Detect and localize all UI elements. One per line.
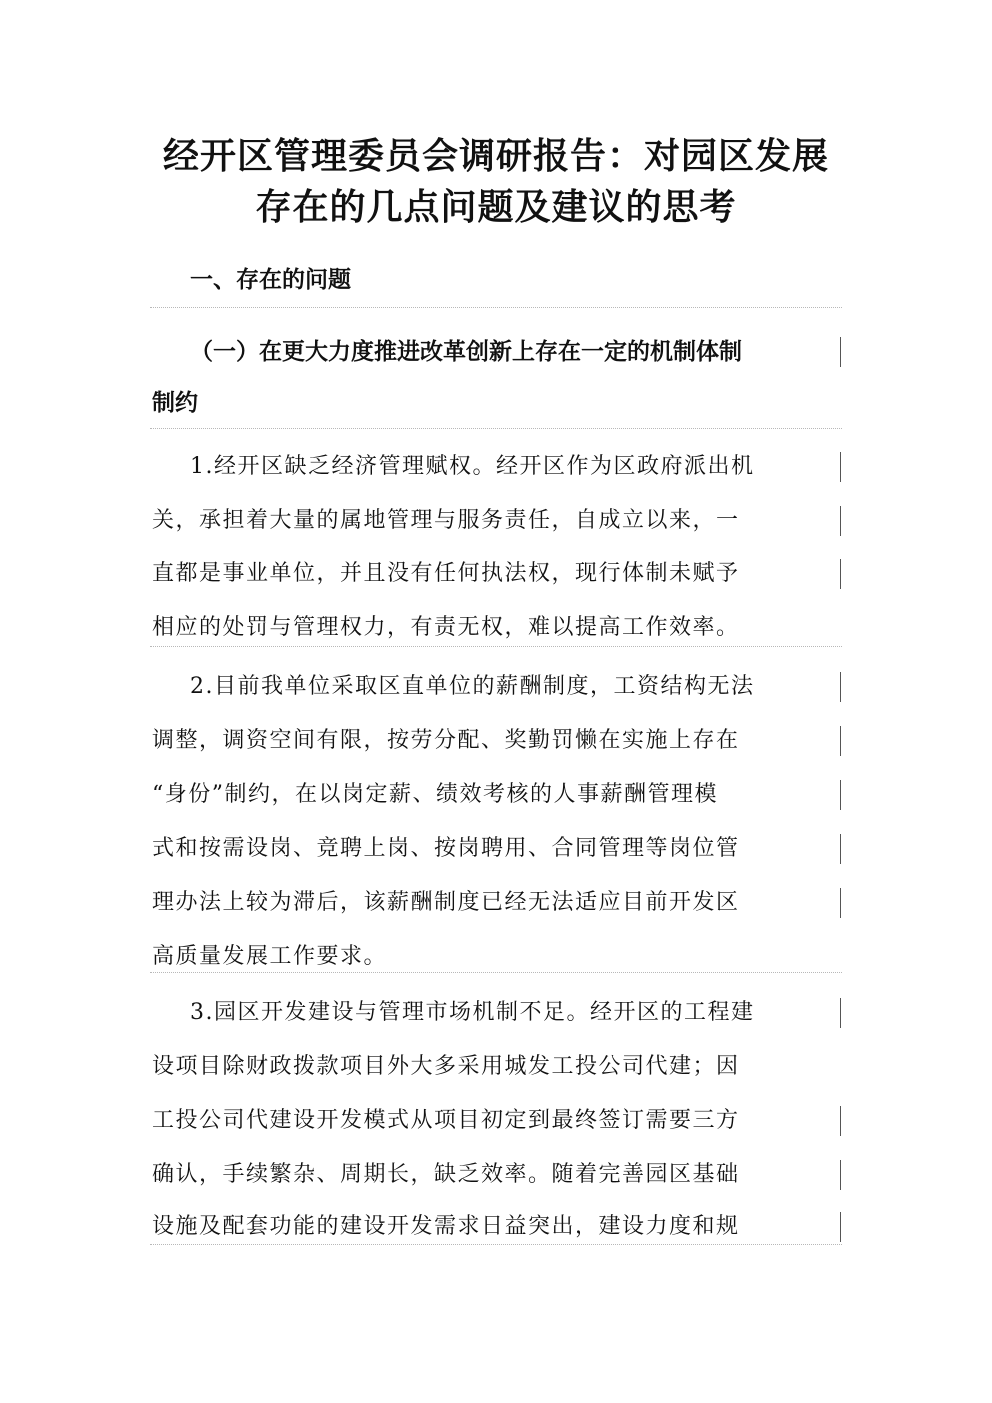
separator <box>150 428 842 429</box>
margin-bar <box>840 1106 841 1136</box>
margin-bar <box>840 559 841 589</box>
paragraph-line: 理办法上较为滞后，该薪酬制度已经无法适应目前开发区 <box>152 890 740 915</box>
paragraph-line: 设施及配套功能的建设开发需求日益突出，建设力度和规 <box>152 1214 740 1239</box>
margin-bar <box>840 672 841 702</box>
subsection-heading-line2: 制约 <box>152 390 198 416</box>
margin-bar <box>840 888 841 918</box>
paragraph-line: 工投公司代建设开发模式从项目初定到最终签订需要三方 <box>152 1108 740 1133</box>
document-title-line2: 存在的几点问题及建议的思考 <box>255 187 737 228</box>
margin-bar <box>840 998 841 1028</box>
separator <box>150 972 842 973</box>
separator <box>150 307 842 308</box>
margin-bar <box>840 726 841 756</box>
margin-bar <box>840 1212 841 1242</box>
section-heading: 一、存在的问题 <box>190 267 351 293</box>
paragraph-line: 高质量发展工作要求。 <box>152 944 388 969</box>
paragraph-line: 式和按需设岗、竞聘上岗、按岗聘用、合同管理等岗位管 <box>152 836 740 861</box>
margin-bar <box>840 506 841 536</box>
paragraph-line: 3.园区开发建设与管理市场机制不足。经开区的工程建 <box>190 1000 755 1025</box>
margin-bar <box>840 834 841 864</box>
paragraph-line: 关，承担着大量的属地管理与服务责任，自成立以来，一 <box>152 508 740 533</box>
subsection-heading-line1: （一）在更大力度推进改革创新上存在一定的机制体制 <box>190 339 742 365</box>
paragraph-line: 2.目前我单位采取区直单位的薪酬制度，工资结构无法 <box>190 674 755 699</box>
separator <box>150 1244 842 1245</box>
paragraph-line: 确认，手续繁杂、周期长，缺乏效率。随着完善园区基础 <box>152 1162 740 1187</box>
separator <box>150 646 842 647</box>
document-title-line1: 经开区管理委员会调研报告：对园区发展 <box>162 136 829 177</box>
paragraph-line: 相应的处罚与管理权力，有责无权，难以提高工作效率。 <box>152 615 740 640</box>
paragraph-line: 设项目除财政拨款项目外大多采用城发工投公司代建；因 <box>152 1054 740 1079</box>
margin-bar <box>840 337 841 367</box>
margin-bar <box>840 1160 841 1190</box>
paragraph-line: 调整，调资空间有限，按劳分配、奖勤罚懒在实施上存在 <box>152 728 740 753</box>
paragraph-line: 1.经开区缺乏经济管理赋权。经开区作为区政府派出机 <box>190 454 755 479</box>
paragraph-line: 直都是事业单位，并且没有任何执法权，现行体制未赋予 <box>152 561 740 586</box>
paragraph-line: “身份”制约，在以岗定薪、绩效考核的人事薪酬管理模 <box>152 782 718 807</box>
margin-bar <box>840 780 841 810</box>
margin-bar <box>840 452 841 482</box>
